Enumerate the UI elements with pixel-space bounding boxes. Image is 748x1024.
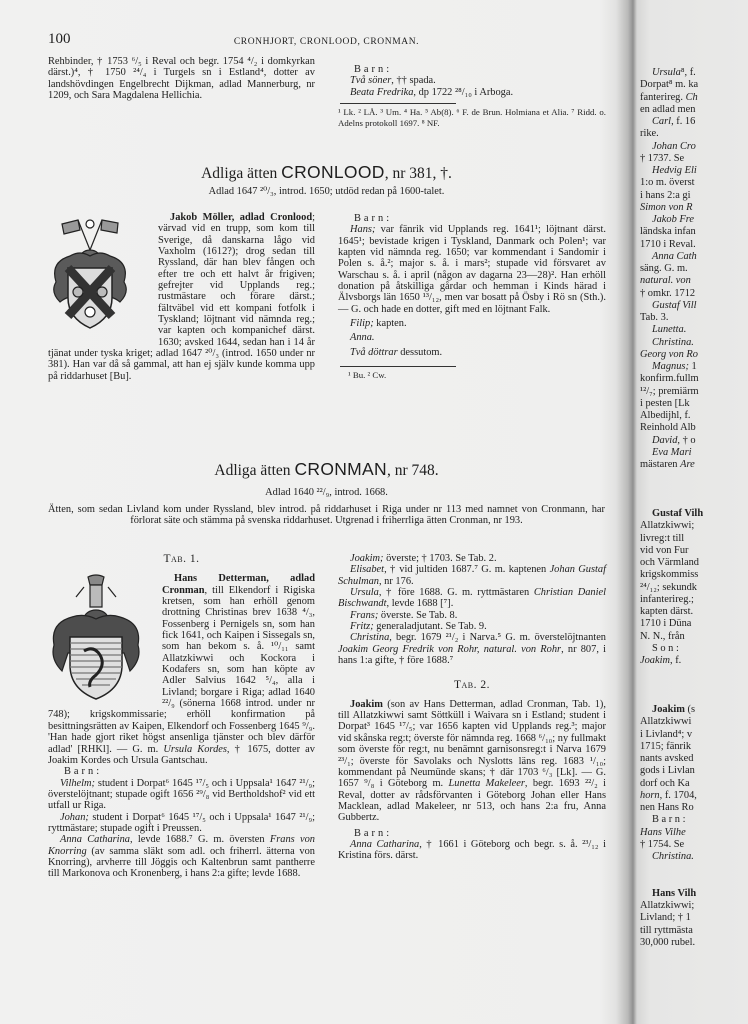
italic-name: Simon von R	[640, 201, 693, 213]
text-line	[640, 704, 748, 716]
text-line	[640, 116, 748, 128]
cronlood-founder	[48, 212, 315, 382]
text-run: rike.	[640, 128, 659, 140]
italic-name: Fritz;	[350, 621, 374, 633]
text-line	[640, 190, 748, 202]
text-run: dorf och Ka	[640, 777, 690, 789]
text-run: 1:o m. överst	[640, 177, 695, 189]
italic-name: Johan;	[60, 811, 89, 823]
text-line	[640, 202, 748, 214]
text-line	[640, 606, 748, 618]
heading-suffix: , nr 381, †.	[384, 165, 452, 182]
text-line	[640, 508, 748, 520]
heading-suffix: , nr 748.	[386, 462, 439, 479]
text-run: Tab. 3.	[640, 312, 669, 323]
bold-name: Jakob Möller, adlad Cronlood	[170, 212, 313, 223]
italic-name: Anna Cath	[652, 250, 697, 262]
child-entry	[48, 812, 315, 835]
text-run: Allatzkiwwi;	[640, 520, 695, 532]
text-run: , f.	[670, 655, 682, 666]
italic-name: Christina	[350, 632, 390, 644]
italic-name: Anna.	[350, 332, 375, 344]
text-run: och Värmland	[640, 557, 699, 568]
text-line	[640, 533, 748, 545]
text-run: N. N., från	[640, 630, 685, 642]
text-line	[640, 753, 748, 765]
text-line	[640, 937, 748, 949]
text-run: , till Elkendorf i Rigiska kretsen, som han erhöll genom drottning Christinas brev 1638 ⁴/₃, Fossenberg i Pernigels sn, som han fick 1641, och Kaipen i Sissegals sn, som han bekom s. å. ¹⁰/₁₁ samt Allatzkiwwi och Kockora i Kodafers sn, som han köpte av Adler Salvius 1642 ⁵/₄, alla i Livland; borgare i Riga; adlad 1640 ²²/₉ (sönerna 1668 introd. under nr 748); krigskommissarie; erhöll konfirmation på besittningsrätten av Kaipen, Elkendorf och Fossenberg 1645 ⁹/₉. 'Han hade gjort riket högst ansenliga tjänster och blev därför adlad' [RHKl]. — G. m.	[48, 584, 315, 755]
text-run: ; värvad vid en trupp, som kom till Sverige, då danskarna lågo vid Vaxholm (1612?); drog sedan till Ryssland, där han blev fången och efter tre och ett halvt år frigiven; gefrejter vid Upplands reg.; rustmästare och förare därst.; fältväbel vid ett kompani fotfolk i Tyskland; löjtnant vid nämnda reg.; var kapten och kompanichef därst. 1630; avsked 1644, sedan han i 14 år tjänat under tyska kriget; adlad 1647 ²⁰/₃ (introd. 1650 under nr 381). Han var då så gammal, att han ej själv kunde komma upp på riddarhuset [Bu].	[48, 212, 315, 382]
bold-name: Joakim	[652, 704, 685, 715]
italic-name: Magnus;	[652, 361, 689, 372]
barn-label: Barn:	[354, 64, 393, 75]
text-run: † 1754. Se	[640, 838, 685, 850]
text-run: i pesten [Lk	[640, 397, 690, 409]
child-entry	[338, 839, 606, 862]
text-run: student i Dorpat⁶ 1645 ¹⁷/₅ och i Uppsala¹ 1647 ²¹/₉; överstelöjtnant; stupade ogift 1656 ²⁹/₈ vid Bertholdshof² vid ett utfall ur Riga.	[48, 777, 315, 812]
continuation-children	[338, 64, 606, 128]
text-run: i Livland⁴; v	[640, 728, 693, 740]
text-line	[640, 655, 748, 667]
italic-name: Hedvig Eli	[652, 165, 697, 176]
child-entry	[338, 587, 606, 610]
child-entry	[338, 564, 606, 587]
blank-line	[640, 484, 748, 496]
text-run: † 1737. Se	[640, 152, 685, 164]
italic-name: Joakim Georg Fredrik von Rohr, natural. von Rohr	[338, 643, 562, 655]
text-run: † omkr. 1712	[640, 287, 696, 299]
coat-of-arms-cronlood	[48, 212, 152, 338]
text-line	[640, 263, 748, 275]
text-run: , levde 1688 [⁷].	[386, 598, 454, 610]
italic-name: Hans;	[350, 224, 376, 236]
text-line	[640, 398, 748, 410]
text-line	[640, 631, 748, 643]
text-line	[640, 141, 748, 153]
text-run: överste. Se Tab. 8.	[378, 609, 458, 621]
family-intro: Ätten, som sedan Livland kom under Ryssland, blev introd. på riddarhuset i Riga under nr 113 med namnet von Cronmann, har förlorat säte och stämma på svenska riddarhuset. Utgrenad i friherrliga ätten Cronman, nr 193.	[48, 504, 605, 527]
text-run: vid von Fur	[640, 544, 689, 556]
text-line	[640, 643, 748, 655]
italic-name: Johan Gustaf Schulman	[338, 564, 606, 587]
text-line	[640, 925, 748, 937]
text-run: , begr. 1693 ²²/₂ i Reval, dotter av rådsförvanten i Göteborg Johan eller Hans Macklean, adlad Makeleer, nr 513, och hans 2:a fru, Anna Gubbertz.	[338, 778, 607, 824]
text-run: nen Hans Ro	[640, 802, 694, 813]
heading-prefix: Adliga ätten	[201, 165, 282, 182]
text-line	[640, 729, 748, 741]
tab-2-entry	[338, 699, 606, 824]
text-run: ländska infan	[640, 226, 696, 238]
text-run: infanterireg.;	[640, 593, 694, 605]
bold-name: Hans Detterman, adlad Cronman	[162, 573, 315, 596]
text-line	[640, 839, 748, 851]
italic-name: Anna Catharina	[60, 834, 130, 846]
bold-name: Gustaf Vilh	[652, 508, 704, 519]
text-run: 1710 i Düna	[640, 618, 692, 630]
tab-1-right	[338, 553, 606, 862]
text-run: Allatzkiwwi	[640, 716, 692, 728]
text-run: , † 1661 i Göteborg och begr. s. å. ²³/₁₂ i Kristina förs. därst.	[338, 838, 606, 862]
text-run: , nr 807, i hans 1:a gifte, † före 1688.⁷	[338, 643, 606, 667]
italic-name: Ursula Kordes	[163, 743, 227, 755]
text-run: (s	[684, 704, 696, 715]
child-entry	[338, 318, 606, 329]
italic-name: Filip;	[350, 318, 374, 330]
text-line	[640, 300, 748, 312]
footnotes: ¹ Lk. ² LÅ. ³ Um. ⁴ Ha. ⁵ Ab(8). ⁶ F. de Brun. Holmiana et Alia. ⁷ Ridd. o. Adelns protokoll 1697. ⁸ NF.	[338, 107, 606, 128]
text-line	[640, 153, 748, 165]
text-run: Livland; † 1	[640, 912, 691, 924]
text-line	[640, 716, 748, 728]
text-run: S o n :	[652, 642, 679, 654]
text-line	[640, 851, 748, 863]
italic-name: Vilhelm;	[60, 777, 96, 789]
italic-name: Frans von Knorring	[48, 834, 315, 857]
blank-line	[640, 471, 748, 483]
italic-name: Joakim	[640, 655, 671, 666]
italic-name: Jakob Fre	[652, 214, 695, 225]
text-run: 1710 i Reval.	[640, 238, 696, 250]
italic-name: Christian Daniel Bischwandt	[338, 587, 606, 610]
text-line	[640, 912, 748, 924]
tab-title: Tab. 1.	[163, 553, 200, 565]
italic-name: Frans;	[350, 609, 379, 621]
footnote-rule	[340, 103, 456, 104]
text-run: nants avsked	[640, 753, 694, 764]
text-line	[640, 410, 748, 422]
text-run: , nr 176.	[378, 575, 414, 587]
italic-name: Are	[680, 459, 695, 470]
text-line	[640, 251, 748, 263]
italic-name: natural. von	[640, 275, 691, 287]
text-run: , dp 1722 ²⁸/₁₀ i Arboga.	[413, 86, 514, 98]
text-line	[640, 582, 748, 594]
text-run: i hans 2:a gi	[640, 189, 691, 201]
text-run: kapten.	[373, 318, 407, 330]
child-entry	[338, 347, 606, 358]
text-run: en adlad men	[640, 103, 696, 115]
italic-name: Carl	[652, 116, 672, 127]
text-run: , levde 1688.⁷ G. m. översten	[129, 834, 270, 846]
text-line	[640, 459, 748, 471]
child-entry	[48, 834, 315, 879]
text-run: , f. 1704,	[659, 789, 697, 801]
italic-name: Beata Fredrika	[350, 86, 414, 98]
blank-line	[640, 863, 748, 875]
text-run: Reinhold Alb	[640, 422, 696, 434]
italic-name: David	[652, 434, 678, 446]
text-run: generaladjutant. Se Tab. 9.	[373, 621, 487, 633]
text-run: B a r n :	[652, 814, 686, 826]
text-line	[640, 67, 748, 79]
italic-name: Anna Catharina	[350, 838, 420, 850]
text-run: , begr. 1679 ²¹/₂ i Narva.⁵ G. m. överstelöjtnanten	[389, 632, 606, 644]
italic-name: Christina.	[652, 851, 694, 862]
italic-name: Joakim;	[350, 553, 384, 564]
text-line	[640, 226, 748, 238]
text-line	[640, 239, 748, 251]
continuation-paragraph	[48, 56, 315, 101]
text-line	[640, 324, 748, 336]
text-run: , †† spada.	[391, 75, 436, 87]
text-line	[640, 545, 748, 557]
section-subtitle: Adlad 1640 ²²/₉, introd. 1668.	[265, 487, 388, 498]
child-entry	[338, 75, 606, 86]
text-run: , † 1675, dotter av Joakim Kordes och Ursula Gantschau.	[48, 743, 315, 766]
text-run: , f. 16	[671, 116, 696, 127]
text-run: fanterireg.	[640, 91, 686, 103]
footnotes: ¹ Bu. ² Cw.	[348, 370, 387, 381]
italic-name: Eva Mari	[652, 446, 692, 458]
paragraph	[48, 56, 315, 101]
text-run: 1	[688, 361, 697, 372]
italic-name: Johan Cro	[652, 140, 696, 152]
blank-line	[640, 496, 748, 508]
text-run: dessutom.	[397, 346, 443, 358]
text-run: säng. G. m.	[640, 263, 688, 274]
page-number: 100	[48, 31, 71, 47]
footnote-rule	[340, 366, 456, 367]
text-line	[640, 361, 748, 373]
text-line	[640, 520, 748, 532]
text-line	[640, 386, 748, 398]
child-entry	[338, 621, 606, 632]
text-line	[640, 900, 748, 912]
text-run: 30,000 rubel.	[640, 936, 696, 948]
bold-name: Hans Vilh	[652, 887, 697, 899]
text-run: konfirm.fullm	[640, 373, 699, 385]
heading-prefix: Adliga ätten	[214, 462, 295, 479]
italic-name: Två söner	[350, 75, 392, 87]
text-line	[640, 778, 748, 790]
text-line	[640, 312, 748, 324]
barn-label: Barn:	[354, 213, 393, 224]
text-run: mästaren	[640, 459, 681, 470]
text-line	[640, 79, 748, 91]
tab-1-left	[48, 554, 315, 880]
text-run: Dorpat⁸ m. ka	[640, 79, 699, 91]
text-run: ⁸, f.	[680, 67, 696, 78]
text-run: , † o	[677, 434, 696, 446]
text-run: till ryttmästa	[640, 924, 693, 936]
barn-label: Barn:	[64, 766, 103, 778]
bold-name: Joakim	[350, 698, 383, 710]
text-line	[640, 214, 748, 226]
text-line	[640, 349, 748, 361]
italic-name: Lunetta Makeleer	[448, 778, 525, 790]
text-line	[640, 618, 748, 630]
text-run: överste; † 1703. Se Tab. 2.	[383, 553, 497, 564]
blank-line	[640, 667, 748, 679]
section-heading-cronlood	[48, 162, 605, 183]
text-line	[640, 594, 748, 606]
text-run: ²⁴/₁₂; sekundk	[640, 581, 697, 593]
italic-name: Ursula	[652, 67, 681, 78]
text-line	[640, 275, 748, 287]
text-line	[640, 435, 748, 447]
child-entry	[338, 332, 606, 343]
text-line	[640, 557, 748, 569]
text-run: student i Dorpat⁶ 1645 ¹⁷/₅ och i Uppsala¹ 1647 ²¹/₉; ryttmästare; stupade ogift i Preussen.	[48, 811, 315, 834]
child-entry	[338, 632, 606, 666]
text-run: Allatzkiwwi;	[640, 900, 695, 911]
text-line	[640, 337, 748, 349]
text-line	[640, 165, 748, 177]
text-run: gods i Livlan	[640, 765, 695, 777]
text-line	[640, 288, 748, 300]
text-run: Rehbinder, † 1753 ⁶/₅ i Reval och begr. 1754 ⁴/₂ i domkyrkan därst.)⁴, † 1750 ²⁴/₄ i Turgels sn i Estland⁴, dotter av landshövdingen Engelbrecht Dijkman, adlad Mannerburg, nr 1209, och Sara Magdalena Hellichia.	[48, 56, 315, 102]
text-run: (son av Hans Detterman, adlad Cronman, Tab. 1), till Allatzkiwwi samt Söttküll i Waivara sn i Estland; student i Dorpat³ 1645 ¹⁷/₅; var 1656 kapten vid Upplands reg.³; major vid skånska reg:t; överste för nämnda reg. 1668 ⁶/₁₀; ny fullmakt som överste för reg:t, nu benämnt garnisonsreg:t i Narva 1679 ²³/₁; överste för Savolaks och Nyslotts läns reg. 1683 ¹/₁₀; kommendant på Neumünde skans; † där 1703 ⁶/₃ [Lk]. — G. 1657 ⁹/₈ i Göteborg m.	[338, 698, 606, 790]
section-subtitle: Adlad 1647 ²⁰/₃, introd. 1650; utdöd redan på 1600-talet.	[208, 186, 445, 197]
italic-name: Hans Vilhe	[640, 826, 686, 838]
text-line	[640, 765, 748, 777]
child-entry	[48, 778, 315, 812]
blank-line	[640, 680, 748, 692]
child-entry	[338, 224, 606, 315]
section-heading-cronman	[48, 459, 605, 480]
text-run: krigskommiss	[640, 569, 699, 581]
running-title: CRONHJORT, CRONLOOD, CRONMAN.	[233, 37, 420, 47]
text-run: , † vid jultiden 1687.⁷ G. m. kaptenen	[384, 564, 550, 576]
child-entry	[338, 87, 606, 98]
cronlood-children	[338, 213, 606, 381]
italic-name: Georg von Ro	[640, 348, 698, 360]
italic-name: Ursula	[350, 587, 379, 599]
text-run: kapten därst.	[640, 606, 694, 617]
italic-name: Ch	[685, 91, 698, 103]
text-line	[640, 827, 748, 839]
italic-name: horn	[640, 789, 660, 801]
text-run: ¹²/₇; premiärm	[640, 385, 699, 397]
family-name: CRONLOOD	[281, 162, 385, 182]
coat-of-arms-cronman	[48, 573, 156, 703]
text-line	[640, 802, 748, 814]
text-run: livreg:t till	[640, 532, 685, 544]
text-line	[640, 422, 748, 434]
text-run: , † före 1688. G. m. ryttmästaren	[378, 587, 534, 599]
text-line	[640, 92, 748, 104]
barn-label: Barn:	[354, 827, 393, 839]
tab-title: Tab. 2.	[453, 679, 490, 692]
child-entry	[338, 553, 606, 564]
text-run: Albedijhl, f.	[640, 410, 691, 421]
italic-name: Christina.	[652, 336, 694, 348]
text-line	[640, 888, 748, 900]
child-entry	[338, 610, 606, 621]
text-line	[640, 790, 748, 802]
italic-name: Gustaf Vill	[652, 299, 697, 311]
text-line	[640, 814, 748, 826]
text-line	[640, 447, 748, 459]
text-line	[640, 373, 748, 385]
text-run: var fänrik vid Upplands reg. 1641¹; löjtnant därst. 1645¹; bevistade krigen i Tyskland, Danmark och Polen¹; var kapten vid nämnda reg. 1650; var kommendant i Sandomir i Polen s. å.²; major s. å. i mars²; stupade vid försvaret av Warschau s. å. i april (någon av dagarna 23—28)². Han erhöll donation på åtskilliga gårdar och hemman i Kinds härad i Älvsborgs län 1650 ¹³/₁₂, men var bosatt på Ösby i Rö sn (Sth.). — G. och hade en dotter, gift med en löjtnant Falk.	[338, 224, 606, 315]
text-line	[640, 569, 748, 581]
blank-line	[640, 876, 748, 888]
italic-name: Elisabet	[350, 564, 385, 576]
text-run: (av samma släkt som adl. och friherrl. ätterna von Knorring), arvherre till Jöggis och Kaltenbrun samt pantherre till Markonova och Kronenberg, i hans 2:a gifte; levde 1688.	[48, 845, 315, 880]
text-line	[640, 741, 748, 753]
family-name: CRONMAN	[294, 459, 387, 479]
text-line	[640, 128, 748, 140]
text-line	[640, 104, 748, 116]
facing-page-fragment	[640, 67, 748, 967]
text-run: 1715; fänrik	[640, 740, 692, 752]
italic-name: Lunetta.	[652, 324, 687, 336]
blank-line	[640, 692, 748, 704]
text-line	[640, 177, 748, 189]
italic-name: Två döttrar	[350, 346, 398, 358]
